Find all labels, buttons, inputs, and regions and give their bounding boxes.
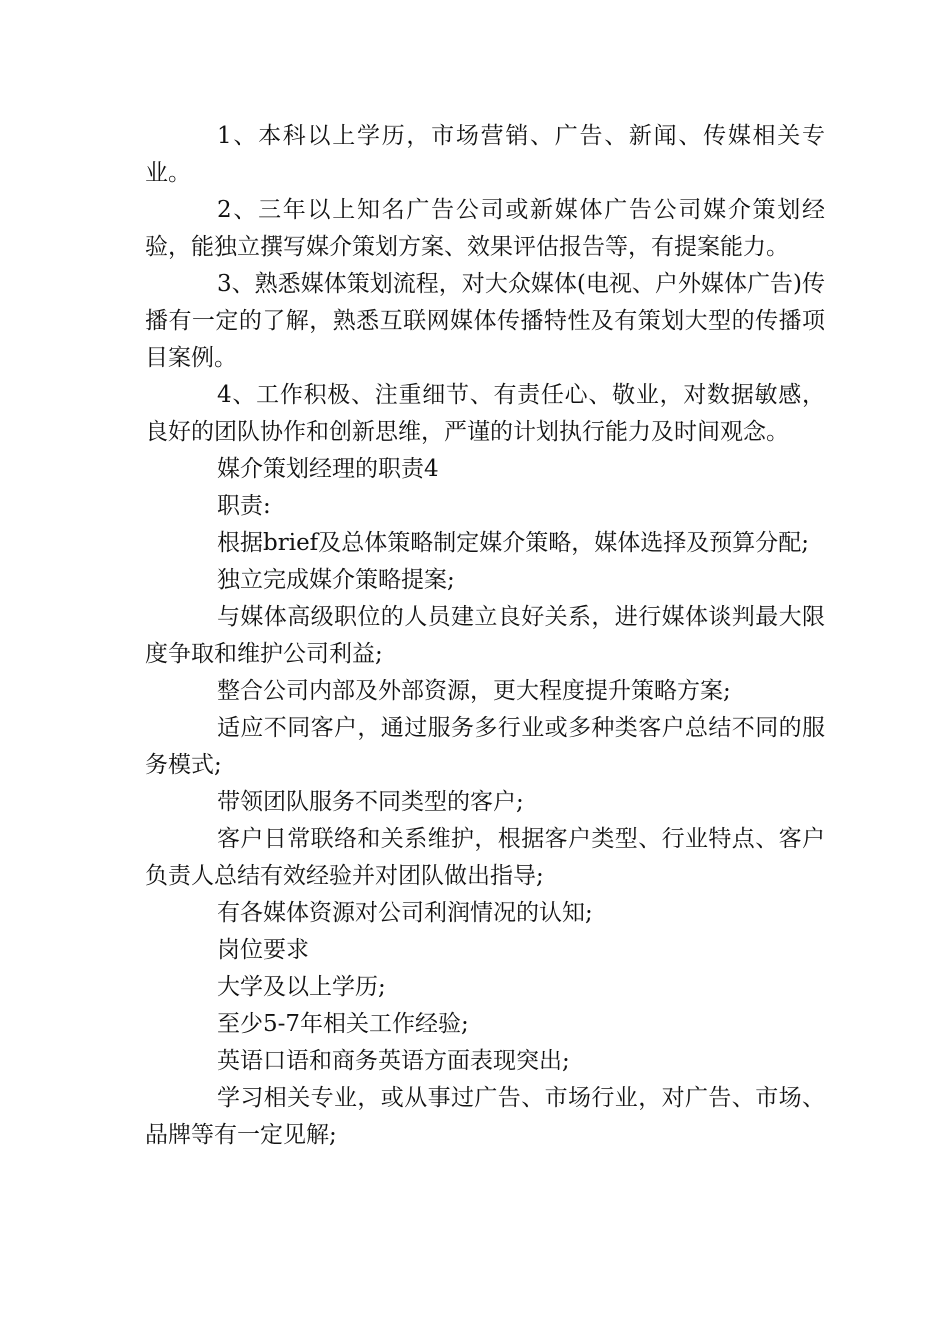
duty-item: 与媒体高级职位的人员建立良好关系，进行媒体谈判最大限度争取和维护公司利益; — [145, 604, 825, 667]
requirements-label: 岗位要求 — [217, 937, 309, 963]
requirement-item: 大学及以上学历; — [217, 974, 386, 1000]
requirement-item: 学习相关专业，或从事过广告、市场行业，对广告、市场、品牌等有一定见解; — [145, 1085, 825, 1148]
requirement-item-4: 4、工作积极、注重细节、有责任心、敬业，对数据敏感，良好的团队协作和创新思维，严谨的计划执行能力及时间观念。 — [145, 382, 825, 445]
duty-item: 独立完成媒介策略提案; — [217, 567, 455, 593]
duty-item: 适应不同客户，通过服务多行业或多种类客户总结不同的服务模式; — [145, 715, 825, 778]
requirement-item: 英语口语和商务英语方面表现突出; — [217, 1048, 570, 1074]
requirement-item-3: 3、熟悉媒体策划流程，对大众媒体(电视、户外媒体广告)传播有一定的了解，熟悉互联网媒体传播特性及有策划大型的传播项目案例。 — [145, 271, 825, 371]
duty-item: 带领团队服务不同类型的客户; — [217, 789, 524, 815]
duty-item: 整合公司内部及外部资源，更大程度提升策略方案; — [217, 678, 731, 704]
requirement-item: 至少5-7年相关工作经验; — [217, 1011, 469, 1037]
duties-label: 职责: — [217, 493, 271, 519]
duty-item: 有各媒体资源对公司利润情况的认知; — [217, 900, 593, 926]
document-body — [145, 118, 825, 1154]
duty-item: 根据brief及总体策略制定媒介策略，媒体选择及预算分配; — [217, 530, 809, 556]
duty-item: 客户日常联络和关系维护，根据客户类型、行业特点、客户负责人总结有效经验并对团队做出指导; — [145, 826, 825, 889]
requirement-item-1: 1、本科以上学历，市场营销、广告、新闻、传媒相关专业。 — [145, 123, 825, 186]
requirement-item-2: 2、三年以上知名广告公司或新媒体广告公司媒介策划经验，能独立撰写媒介策划方案、效果评估报告等，有提案能力。 — [145, 197, 825, 260]
section-heading: 媒介策划经理的职责4 — [217, 456, 439, 482]
